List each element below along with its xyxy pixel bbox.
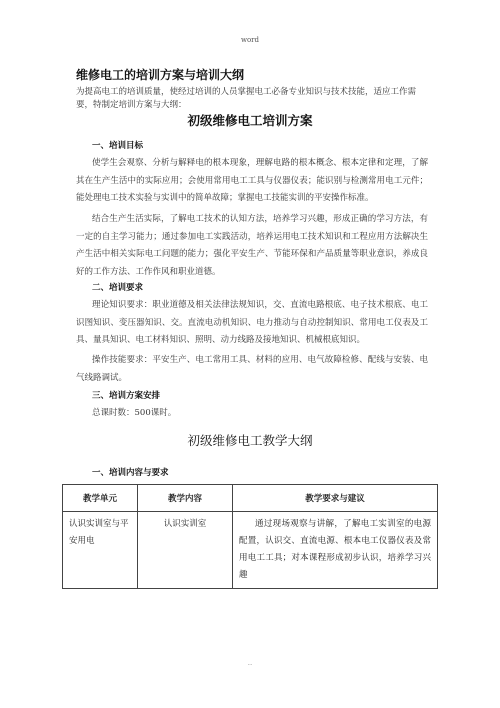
section-content-requirements-title: 一、培训内容与要求 bbox=[92, 468, 169, 478]
cell-unit: 认识实训室与平安用电 bbox=[63, 512, 138, 589]
plan-heading: 初级维修电工培训方案 bbox=[187, 113, 313, 128]
intro-paragraph: 为提高电工的培训质量，使经过培训的人员掌握电工必备专业知识与技术技能，适应工作需要，特制定培训方案与大纲： bbox=[76, 87, 417, 110]
cell-content: 认识实训室 bbox=[138, 512, 233, 589]
skill-requirements-paragraph: 操作技能要求：平安生产、电工常用工具、材料的应用、电气故障检修、配线与安装、电气线路调试。 bbox=[76, 355, 428, 383]
cell-requirements: 通过现场观察与讲解，了解电工实训室的电源配置，认识交、直流电源、根本电工仪器仪表及常用电工工具；对本课程形成初步认识，培养学习兴趣 bbox=[233, 512, 438, 589]
table-row bbox=[63, 512, 438, 589]
column-header-requirements: 教学要求与建议 bbox=[233, 485, 438, 512]
theory-requirements-paragraph: 理论知识要求：职业道德及相关法律法规知识，交、直流电路根底、电子技术根底、电工识图知识、变压器知识、交。直流电动机知识、电力推动与自动控制知识、常用电工仪表及工具、量具知识、电工材料知识、照明、动力线路及接地知识、机械根底知识。 bbox=[76, 300, 428, 346]
column-header-content: 教学内容 bbox=[138, 485, 233, 512]
section-training-requirements-title: 二、培训要求 bbox=[92, 283, 144, 293]
goals-paragraph-1: 使学生会观察、分析与解释电的根本现象，理解电路的根本概念、根本定律和定理，了解其在生产生活中的实际应用；会使用常用电工工具与仪器仪表；能识别与检测常用电工元件；能处理电工技术实验与实训中的简单故障；掌握电工技能实训的平安操作标准。 bbox=[76, 158, 428, 204]
section-schedule-title: 三、培训方案安排 bbox=[92, 391, 161, 401]
document-title: 维修电工的培训方案与培训大纲 bbox=[76, 68, 245, 82]
section-training-goals-title: 一、培训目标 bbox=[92, 141, 144, 151]
page-footer-mark: .. bbox=[247, 659, 253, 667]
table-header-row bbox=[63, 485, 438, 512]
syllabus-table bbox=[62, 484, 438, 589]
column-header-unit: 教学单元 bbox=[63, 485, 138, 512]
total-hours-paragraph: 总课时数：500课时。 bbox=[92, 408, 177, 418]
goals-paragraph-2: 结合生产生活实际，了解电工技术的认知方法，培养学习兴趣，形成正确的学习方法，有一定的自主学习能力；通过参加电工实践活动，培养运用电工技术知识和工程应用方法解决生产生活中相关实际电工问题的能力；强化平安生产、节能环保和产品质量等职业意识，养成良好的工作方法、工作作风和职业道德。 bbox=[76, 214, 428, 277]
outline-heading: 初级维修电工教学大纲 bbox=[187, 433, 313, 448]
page-header-label: word bbox=[240, 36, 260, 44]
